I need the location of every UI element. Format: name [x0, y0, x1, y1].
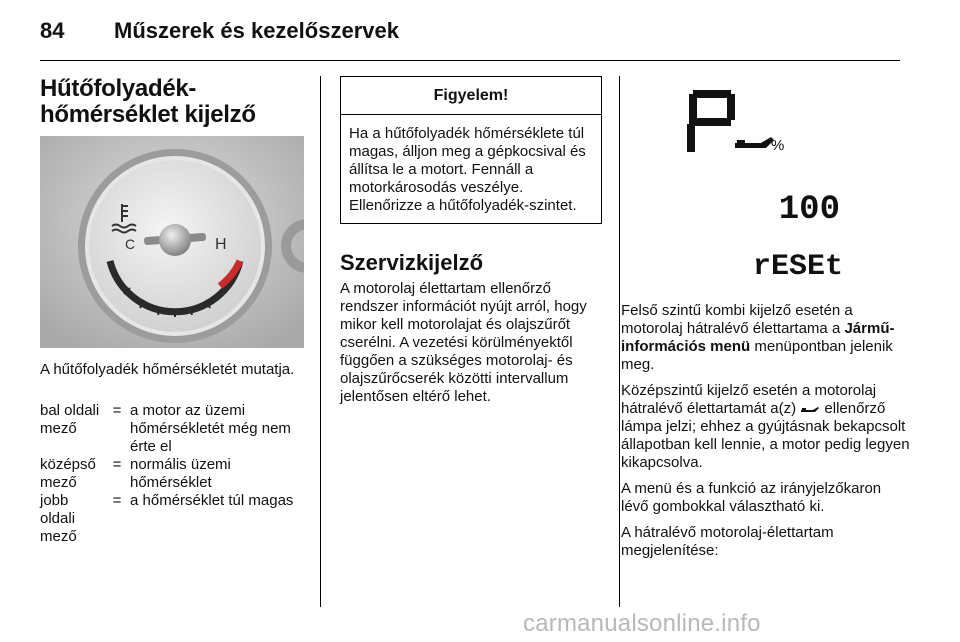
lcd-percent: %: [771, 137, 785, 154]
definition-eq: =: [112, 492, 122, 509]
chapter-title: Műszerek és kezelőszervek: [114, 18, 399, 43]
definition-row: [40, 456, 304, 492]
coolant-gauge-image: [40, 136, 304, 348]
definition-table: [40, 402, 304, 546]
service-text: A motorolaj élettartam ellenőrző rendszer információt nyújt arról, hogy mikor kell motorolajat és olajszűrőt cserélni. A vezetési körülményektől függően a szükséges motorolaj- és olajszűrőcserék közötti intervallum jelentősen eltérő lehet.: [340, 280, 587, 405]
warning-text: Ha a hűtőfolyadék hőmérséklete túl magas, álljon meg a gépkocsival és állítsa le a motort. Fennáll a motorkárosodás veszélye. Ellenőrizze a hűtőfolyadék-szintet.: [349, 125, 586, 214]
right-text: [621, 302, 911, 568]
paragraph-menu-select: A menü és a funkció az irányjelzőkaron lévő gombokkal választható ki.: [621, 480, 882, 515]
definition-row: [40, 492, 304, 546]
definition-row: [40, 402, 304, 456]
menu-name: Jármű- információs menü: [621, 320, 895, 355]
oil-lamp-icon: [800, 404, 820, 414]
definition-term: középső mező: [40, 456, 96, 491]
warning-title: Figyelem!: [341, 77, 601, 115]
gauge-caption: A hűtőfolyadék hőmérsékletét mutatja.: [40, 361, 295, 378]
definition-eq: =: [112, 402, 122, 419]
watermark: carmanualsonline.info: [523, 610, 761, 637]
definition-desc: a motor az üzemi hőmérsékletét még nem érte el: [130, 402, 291, 455]
definition-eq: =: [112, 456, 122, 473]
column-divider-2: [619, 76, 620, 607]
definition-desc: a hőmérséklet túl magas: [130, 492, 294, 509]
column-left: [40, 75, 304, 545]
paragraph-top-level: Felső szintű kombi kijelző esetén a motorolaj hátralévő élettartama a Jármű- információs menü menüpontban jelenik meg.: [621, 302, 895, 373]
gauge-label-h: H: [215, 236, 227, 253]
lcd-reset: rESEt: [752, 250, 843, 284]
section-heading-coolant: Hűtőfolyadék-hőmérséklet kijelző: [40, 75, 256, 128]
lcd-value: 100: [778, 191, 840, 229]
warning-box: [340, 76, 602, 224]
paragraph-display: A hátralévő motorolaj-élettartam megjelenítése:: [621, 524, 834, 559]
definition-desc: normális üzemi hőmérséklet: [130, 456, 231, 491]
definition-term: bal oldali mező: [40, 402, 100, 437]
gauge-label-c: C: [125, 236, 136, 252]
service-display-image: [621, 76, 903, 290]
page-number: 84: [40, 18, 65, 43]
section-heading-service: Szervizkijelző: [340, 250, 484, 275]
column-divider-1: [320, 76, 321, 607]
service-section: [340, 250, 602, 406]
paragraph-mid-level: Középszintű kijelző esetén a motorolaj hátralévő élettartamát a(z) ellenőrző lámpa jelzi; ehhez a gyújtásnak bekapcsolt állapotban kell lennie, a motor pedig legyen kikapcsolva.: [621, 382, 910, 471]
definition-term: jobb oldali mező: [40, 492, 77, 545]
header-rule: [40, 60, 900, 61]
